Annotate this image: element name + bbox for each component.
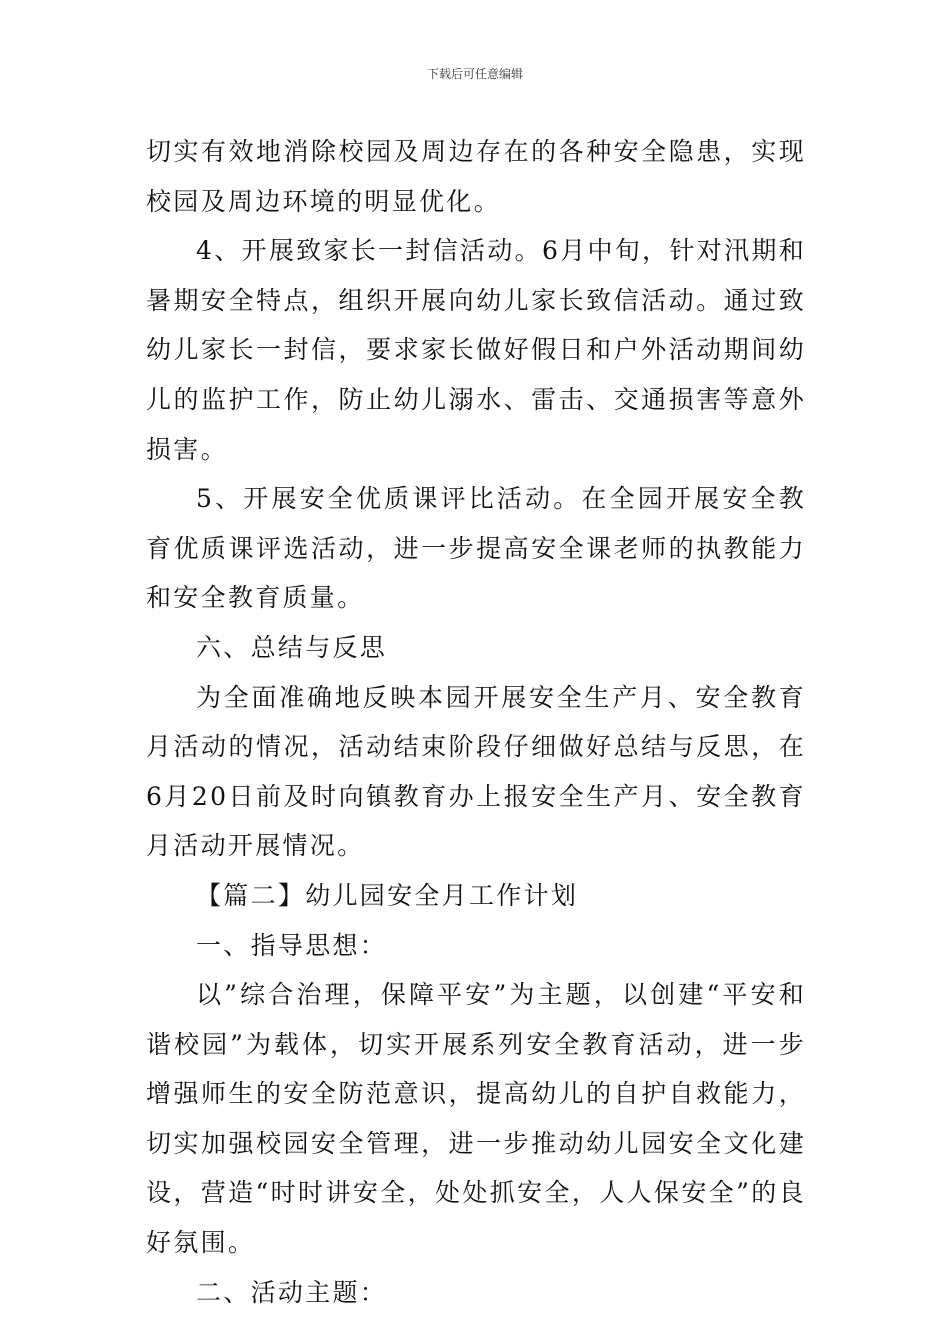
paragraph-guiding-thought: 以”综合治理，保障平安”为主题，以创建“平安和谐校园”为载体，切实开展系列安全教育活动，进一步增强师生的安全防范意识，提高幼儿的自护自救能力，切实加强校园安全管理，进一步推动幼儿园安全文化建设，营造“时时讲安全，处处抓安全，人人保安全”的良好氛围。 [146, 980, 806, 1258]
page-header-note: 下载后可任意编辑 [426, 67, 523, 81]
document-body [146, 127, 806, 1317]
section-heading-activity-theme: 二、活动主题： [196, 1277, 388, 1307]
paragraph-continuation: 切实有效地消除校园及周边存在的各种安全隐患，实现校园及周边环境的明显优化。 [146, 137, 806, 216]
chapter-title: 【篇二】幼儿园安全月工作计划 [196, 880, 579, 910]
paragraph-item-5: 5、开展安全优质课评比活动。在全园开展安全教育优质课评选活动，进一步提高安全课老师的执教能力和安全教育质量。 [146, 484, 806, 613]
section-heading-summary: 六、总结与反思 [196, 632, 388, 662]
paragraph-summary: 为全面准确地反映本园开展安全生产月、安全教育月活动的情况，活动结束阶段仔细做好总结与反思，在6月20日前及时向镇教育办上报安全生产月、安全教育月活动开展情况。 [146, 682, 806, 861]
section-heading-guiding-thought: 一、指导思想： [196, 930, 388, 960]
paragraph-item-4: 4、开展致家长一封信活动。6月中旬，针对汛期和暑期安全特点，组织开展向幼儿家长致信活动。通过致幼儿家长一封信，要求家长做好假日和户外活动期间幼儿的监护工作，防止幼儿溺水、雷击、交通损害等意外损害。 [146, 236, 806, 464]
